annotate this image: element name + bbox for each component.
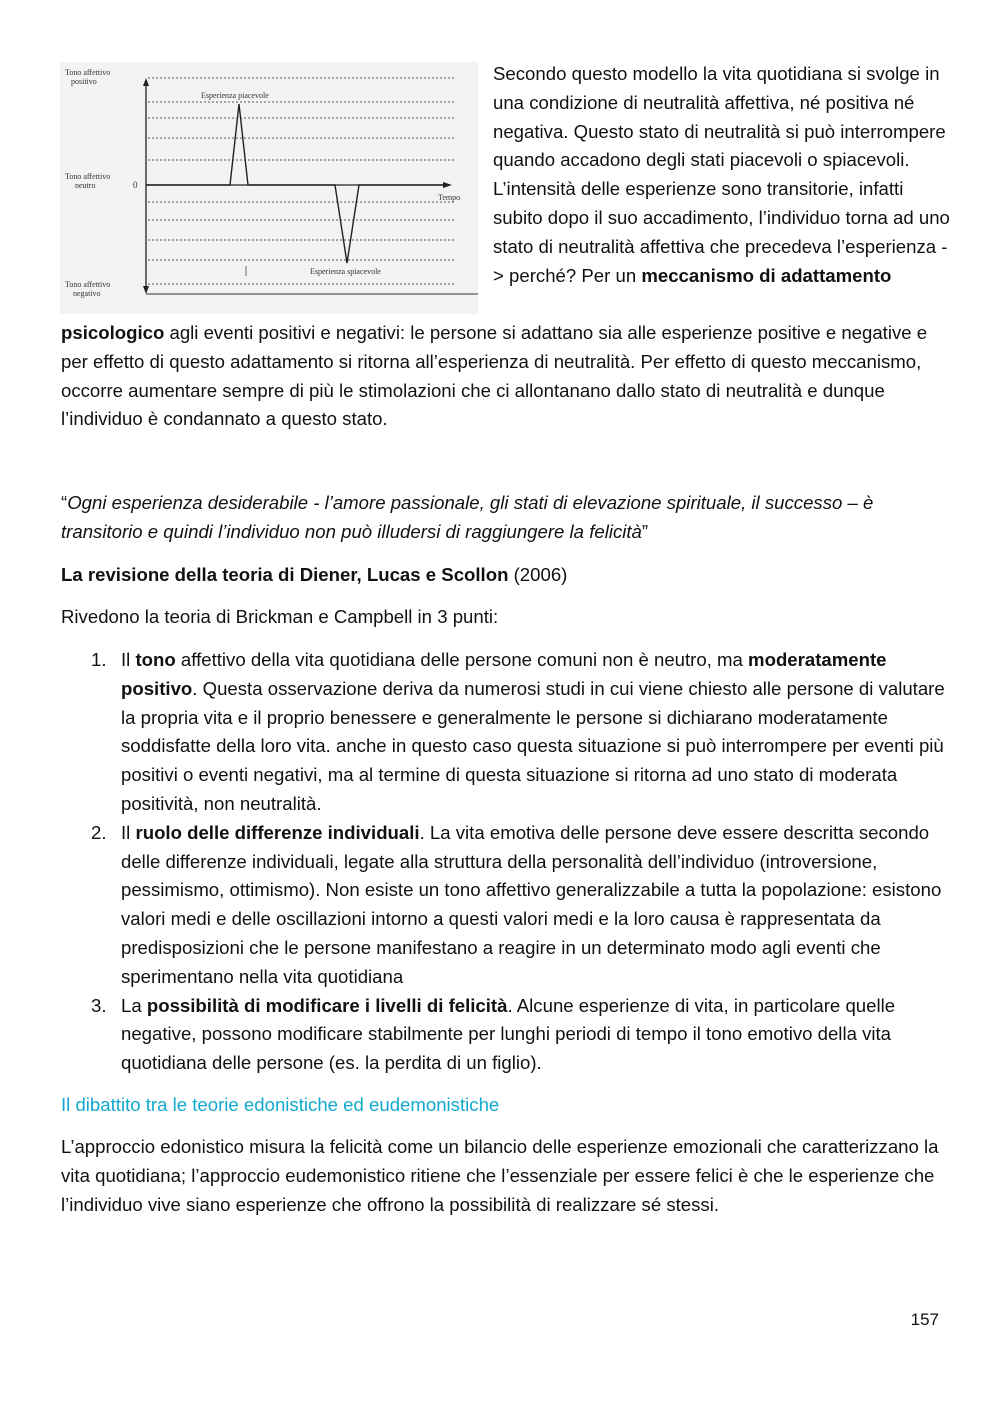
section-title: Il dibattito tra le teorie edonistiche ed eudemonistiche <box>61 1094 500 1115</box>
list-text: Il <box>121 649 136 670</box>
list-bold-term: possibilità di modificare i livelli di felicità <box>146 994 508 1016</box>
page-number: 157 <box>910 1310 939 1329</box>
y-axis-up-arrow-icon <box>143 78 149 86</box>
y-label-positive-line2: positivo <box>71 77 97 86</box>
intro-paragraph <box>493 60 953 290</box>
y-axis-down-arrow-icon <box>143 286 149 294</box>
revision-heading-year: (2006) <box>508 564 568 585</box>
closing-paragraph: L’approccio edonistico misura la felicità come un bilancio delle esperienze emozionali che caratterizzano la vita quotidiana; l’approccio eudemonistico ritiene che l’essenziale per essere felici è che le esperienze che l’individuo vive siano esperienze che offrono la possibilità di realizzare sé stessi. <box>61 1136 939 1215</box>
quote <box>61 489 946 547</box>
list-text: . Questa osservazione deriva da numerosi studi in cui viene chiesto alle persone di valutare la propria vita e il proprio benessere e generalmente le persone si dichiarano moderatamente soddisfatte della loro vita. anche in questo caso questa situazione si può interrompere per eventi più positivi o eventi negativi, ma al termine di questa situazione si ritorna ad uno stato di moderata positività, non neutralità. <box>121 677 945 814</box>
lead-sentence: Rivedono la teoria di Brickman e Campbell in 3 punti: <box>61 606 499 627</box>
y-label-negative-line2: negativo <box>73 289 101 298</box>
intro-paragraph-continued <box>61 319 946 434</box>
list-item <box>61 819 946 992</box>
quote-text: Ogni esperienza desiderabile - l’amore passionale, gli stati di elevazione spirituale, il successo – è transitorio e quindi l’individuo non può illudersi di raggiungere la felicità <box>61 492 874 542</box>
list-item <box>61 992 946 1078</box>
y-label-neutral-line2: neutro <box>75 181 96 190</box>
revision-heading-title: La revisione della teoria di Diener, Lucas e Scollon <box>61 564 509 585</box>
list-text: . Alcune esperienze di vita, in particolare quelle negative, possono modificare stabilmente per lunghi periodi di tempo il tono emotivo della vita quotidiana delle persone (es. la perdita di un figlio). <box>121 994 896 1074</box>
intro-continuation-text: agli eventi positivi e negativi: le persone si adattano sia alle esperienze positive e negative e per effetto di questo adattamento si ritorna all’esperienza di neutralità. Per effetto di questo meccanismo, occorre aumentare sempre di più le stimolazioni che ci allontanano dallo stato di neutralità e dunque l’individuo è condannato a questo stato. <box>61 322 928 430</box>
list-text: Il <box>121 821 136 843</box>
affective-tone-figure <box>60 62 478 314</box>
peak-label: Esperienza piacevole <box>201 91 269 100</box>
list-text: La <box>121 994 147 1016</box>
y-label-neutral-line1: Tono affettivo <box>65 172 111 181</box>
zero-label: 0 <box>133 180 138 190</box>
x-axis-label: Tempo <box>438 193 461 202</box>
revision-heading <box>61 561 946 590</box>
dotted-gridlines <box>148 78 455 284</box>
list-bold-term: ruolo delle differenze individuali <box>135 821 420 843</box>
intro-bold-term-cont: psicologico <box>61 322 165 343</box>
x-axis-arrow-icon <box>443 182 452 188</box>
list-bold-term: moderatamente positivo <box>121 649 887 699</box>
list-text: . La vita emotiva delle persone deve essere descritta secondo delle differenze individuali, legate alla struttura della personalità dell’individuo (introversione, pessimismo, ottimismo). Non esiste un tono affettivo generalizzabile a tutta la popolazione: esistono valori medi e delle oscillazioni intorno a questi valori medi e la loro causa è rappresentata da predisposizioni che le persone manifestano a reagire in un determinato modo agli eventi che sperimentano nella vita quotidiana <box>121 821 942 987</box>
list-item <box>61 646 946 819</box>
y-label-positive-line1: Tono affettivo <box>65 68 111 77</box>
list-number: 3. <box>91 994 107 1016</box>
trough-label: Esperienza spiacevole <box>310 267 381 276</box>
list-number: 1. <box>91 649 107 670</box>
list-text: affettivo della vita quotidiana delle persone comuni non è neutro, ma <box>175 649 749 670</box>
quote-open-mark: “ <box>61 492 68 513</box>
y-label-negative-line1: Tono affettivo <box>65 280 111 289</box>
affective-tone-line <box>146 104 444 263</box>
list-number: 2. <box>91 821 107 843</box>
intro-bold-term: meccanismo di adattamento <box>641 264 892 286</box>
intro-text: Secondo questo modello la vita quotidiana si svolge in una condizione di neutralità affettiva, né positiva né negativa. Questo stato di neutralità si può interrompere quando accadono degli stati piacevoli o spiacevoli. L’intensità delle esperienze sono transitorie, infatti subito dopo il suo accadimento, l’individuo torna ad uno stato di neutralità affettiva che precedeva l’esperienza -> perché? Per un <box>493 63 950 286</box>
affective-tone-diagram <box>60 62 478 314</box>
revision-points-list <box>61 646 946 1078</box>
quote-close-mark: ” <box>641 520 649 542</box>
list-bold-term: tono <box>135 649 176 670</box>
